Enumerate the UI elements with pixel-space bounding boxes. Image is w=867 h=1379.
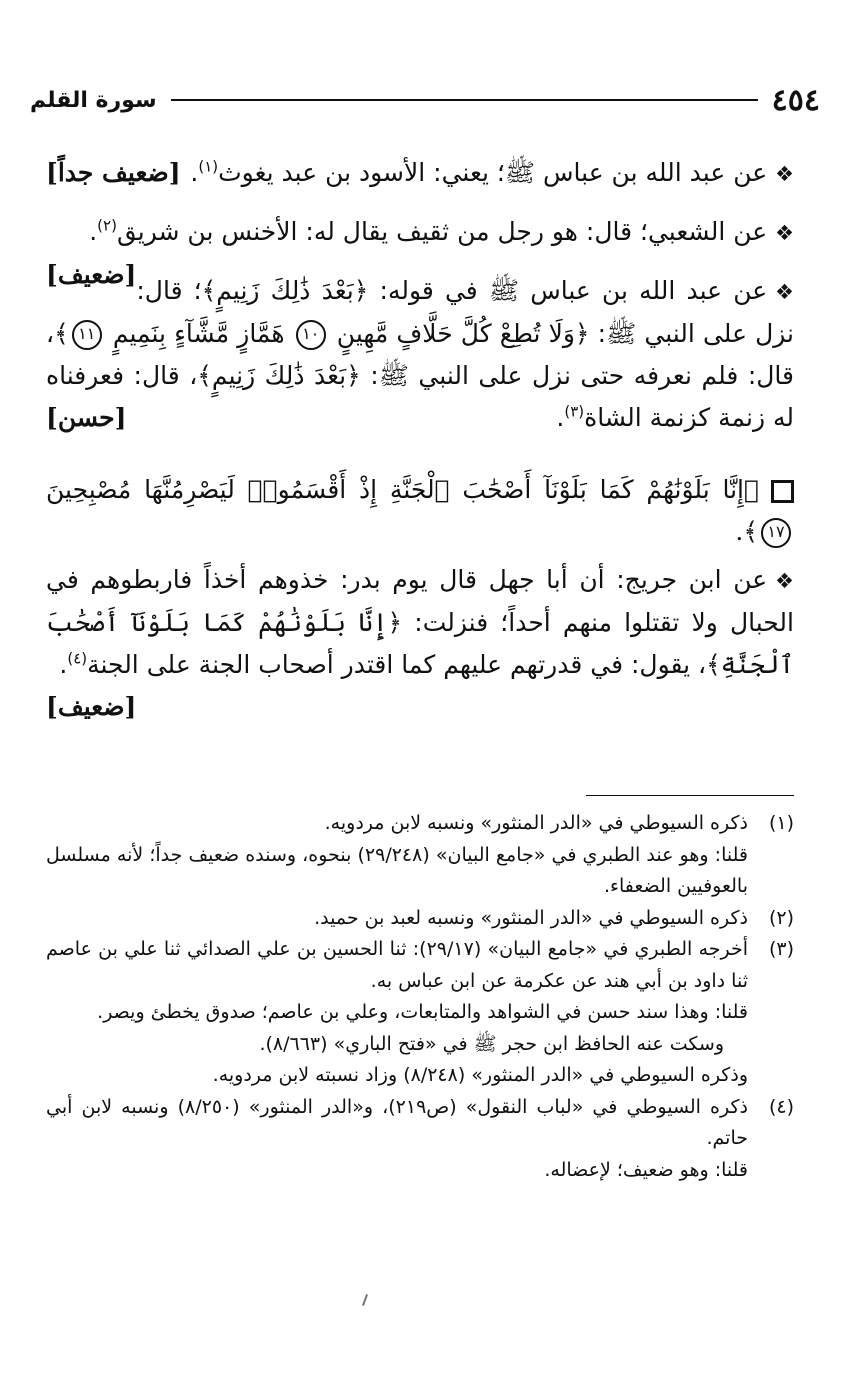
footnote-text: وسكت عنه الحافظ ابن حجر ﷺ في «فتح الباري» (٨/٦٦٣).: [259, 1032, 724, 1055]
footnote-ref[interactable]: (٢): [97, 216, 117, 235]
footnote-3: [46, 934, 794, 1092]
footnote-text: قلنا: وهو عند الطبري في «جامع البيان» (٢٩/٢٤٨) بنحوه، وسنده ضعيف جداً؛ لأنه مسلسل بالعوفيين الضعفاء.: [46, 843, 748, 897]
quran-quote: ﴿بَعْدَ ذَٰلِكَ زَنِيمٍ﴾: [197, 361, 361, 390]
surah-title: سورة القلم: [30, 87, 157, 113]
footnote-4: [46, 1092, 794, 1187]
footnote-text: قلنا: وهو ضعيف؛ لإعضاله.: [544, 1158, 748, 1181]
footnote-ref[interactable]: (٣): [564, 402, 585, 421]
quran-verse-end: ﴾.: [735, 517, 758, 546]
narration-text: عن ابن جريج: أن أبا جهل قال يوم بدر: خذوهم أخذاً فاربطوهم في الحبال ولا تقتلوا منهم أحداً؛ فنزلت:: [46, 565, 794, 637]
diamond-ornament-icon: ❖: [775, 221, 794, 245]
footnote-text: ذكره السيوطي في «الدر المنثور» ونسبه لابن مردويه.: [324, 812, 748, 834]
quran-quote: ﴿وَلَا تُطِعْ كُلَّ حَلَّافٍ مَّهِينٍ: [336, 319, 590, 348]
footnote-ref[interactable]: (١): [198, 157, 219, 176]
narration-period: .: [59, 650, 68, 679]
page-number: ٤٥٤: [771, 82, 820, 118]
footnote-number: (١): [768, 812, 794, 834]
grade-label: [ضعيف جداً]: [46, 158, 181, 187]
narration-period: .: [556, 403, 565, 432]
grade-label: [ضعيف]: [46, 260, 137, 289]
narration-text: ؛ قال: نزل على النبي ﷺ:: [136, 276, 795, 348]
narration-period: .: [190, 158, 199, 187]
narration-2: [46, 211, 794, 289]
footnote-text: ذكره السيوطي في «لباب النقول» (ص٢١٩)، و«الدر المنثور» (٨/٢٥٠) ونسبه لابن أبي حاتم.: [46, 1095, 749, 1149]
quran-quote: ﴿إِنَّا بَلَوْنَٰهُمْ كَمَا بَلَوْنَآ أَصْحَٰبَ ٱلْجَنَّةِ﴾: [46, 608, 794, 679]
diamond-ornament-icon: ❖: [775, 569, 794, 593]
narration-text: عن عبد الله بن عباس ﷺ؛ يعني: الأسود بن عبد يغوث: [218, 158, 768, 187]
narration-period: .: [89, 217, 98, 246]
ayah-number-icon: ١٠: [296, 320, 326, 350]
diamond-ornament-icon: ❖: [775, 280, 794, 304]
quran-quote: ﴿بَعْدَ ذَٰلِكَ زَنِيمٍ﴾: [201, 276, 369, 305]
grade-label: [ضعيف]: [46, 692, 137, 721]
square-box-icon: [771, 480, 794, 503]
grade-label: [حسن]: [46, 403, 127, 432]
narration-text: ، قال: فعرفناه له زنمة كزنمة الشاة: [46, 361, 794, 432]
footnote-2: [46, 903, 794, 935]
main-text: [46, 152, 794, 728]
page-header: [30, 80, 820, 120]
footnote-text: قلنا: وهذا سند حسن في الشواهد والمتابعات، وعلي بن عاصم؛ صدوق يخطئ ويصر.: [97, 1001, 748, 1023]
header-rule: [171, 99, 758, 101]
narration-1: [46, 152, 794, 195]
footnotes: [46, 808, 794, 1186]
narration-text: عن عبد الله بن عباس ﷺ في قوله:: [379, 276, 768, 305]
stray-pen-mark: [362, 1294, 368, 1306]
footnote-number: (٣): [768, 938, 794, 960]
footnote-text: أخرجه الطبري في «جامع البيان» (٢٩/١٧): ثنا الحسين بن علي الصدائي ثنا علي بن عاصم ثنا داود بن أبي هند عن عكرمة عن ابن عباس به.: [46, 938, 749, 992]
narration-3: [46, 270, 794, 439]
quran-quote-end: ﴾: [54, 319, 69, 348]
ayah-number-icon: ١١: [72, 320, 102, 350]
footnote-number: (٤): [768, 1095, 794, 1118]
narration-text: ، قال: فلم نعرفه حتى نزل على النبي ﷺ:: [46, 319, 794, 390]
narration-text: ، يقول: في قدرتهم عليهم كما اقتدر أصحاب الجنة على الجنة: [87, 650, 707, 679]
quran-verse: ﴿إِنَّا بَلَوْنَٰهُمْ كَمَا بَلَوْنَآ أَصْحَٰبَ ٱلْجَنَّةِ إِذْ أَقْسَمُوا۟ لَيَصْرِمُنَّهَا مُصْبِحِينَ: [46, 475, 759, 504]
verse-heading: [46, 469, 794, 553]
footnote-text: ذكره السيوطي في «الدر المنثور» ونسبه لعبد بن حميد.: [314, 906, 748, 929]
footnote-number: (٢): [768, 906, 794, 929]
footnote-1: [46, 808, 794, 903]
footnote-ref[interactable]: (٤): [67, 649, 88, 668]
ayah-number-icon: ١٧: [761, 518, 791, 548]
quran-quote: هَمَّازٍ مَّشَّآءٍ بِنَمِيمٍ: [112, 319, 285, 348]
narration-text: عن الشعبي؛ قال: هو رجل من ثقيف يقال له: الأخنس بن شريق: [116, 217, 768, 246]
footnote-divider: [586, 795, 794, 796]
diamond-ornament-icon: ❖: [775, 162, 794, 186]
narration-4: [46, 559, 794, 721]
footnote-text: وذكره السيوطي في «الدر المنثور» (٨/٢٤٨) وزاد نسبته لابن مردويه.: [212, 1064, 748, 1086]
